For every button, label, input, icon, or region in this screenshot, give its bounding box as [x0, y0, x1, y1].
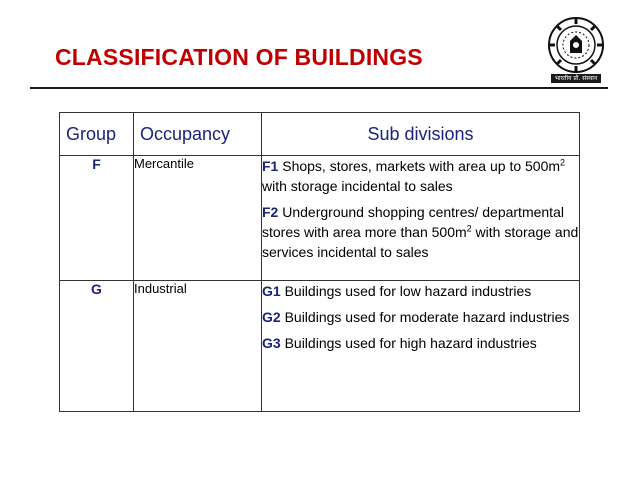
sub-division-text: Shops, stores, markets with area up to 500m [278, 158, 561, 174]
table-row [60, 156, 580, 281]
sub-divisions-cell [262, 156, 580, 281]
sub-division-code: G3 [262, 335, 281, 351]
sub-division-text: Buildings used for low hazard industries [280, 283, 532, 299]
occupancy-cell: Industrial [134, 281, 262, 412]
logo-caption: भारतीय प्रौ. संस्थान [551, 74, 601, 83]
slide-title: CLASSIFICATION OF BUILDINGS [55, 44, 423, 70]
sub-division-text: Buildings used for moderate hazard industries [280, 309, 570, 325]
sub-division-entry [262, 307, 579, 327]
sub-division-code: G2 [262, 309, 281, 325]
occupancy-cell: Mercantile [134, 156, 262, 281]
group-cell: F [60, 156, 134, 281]
table-row [60, 281, 580, 412]
sub-division-code: F1 [262, 158, 279, 174]
sub-divisions-cell [262, 281, 580, 412]
institute-logo [545, 16, 607, 86]
sub-division-code: G1 [262, 283, 281, 299]
sub-division-text: Buildings used for high hazard industries [280, 335, 537, 351]
sub-division-entry [262, 156, 579, 196]
sub-division-text-tail: with storage incidental to sales [262, 178, 453, 194]
title-divider [30, 87, 608, 89]
sub-division-text: Underground shopping centres/ departmental stores with area more than 500m [262, 204, 564, 240]
sub-division-entry [262, 333, 579, 353]
sub-division-code: F2 [262, 204, 279, 220]
institute-emblem-icon [545, 16, 607, 74]
header-group: Group [60, 113, 134, 156]
superscript: 2 [466, 223, 472, 234]
table-header-row [60, 113, 580, 156]
classification-table [59, 112, 580, 412]
superscript: 2 [560, 157, 566, 168]
group-cell: G [60, 281, 134, 412]
header-occupancy: Occupancy [134, 113, 262, 156]
sub-division-text-tail: with storage and services incidental to sales [262, 224, 579, 260]
sub-division-entry [262, 281, 579, 301]
header-sub-divisions: Sub divisions [262, 113, 580, 156]
sub-division-entry [262, 202, 579, 262]
